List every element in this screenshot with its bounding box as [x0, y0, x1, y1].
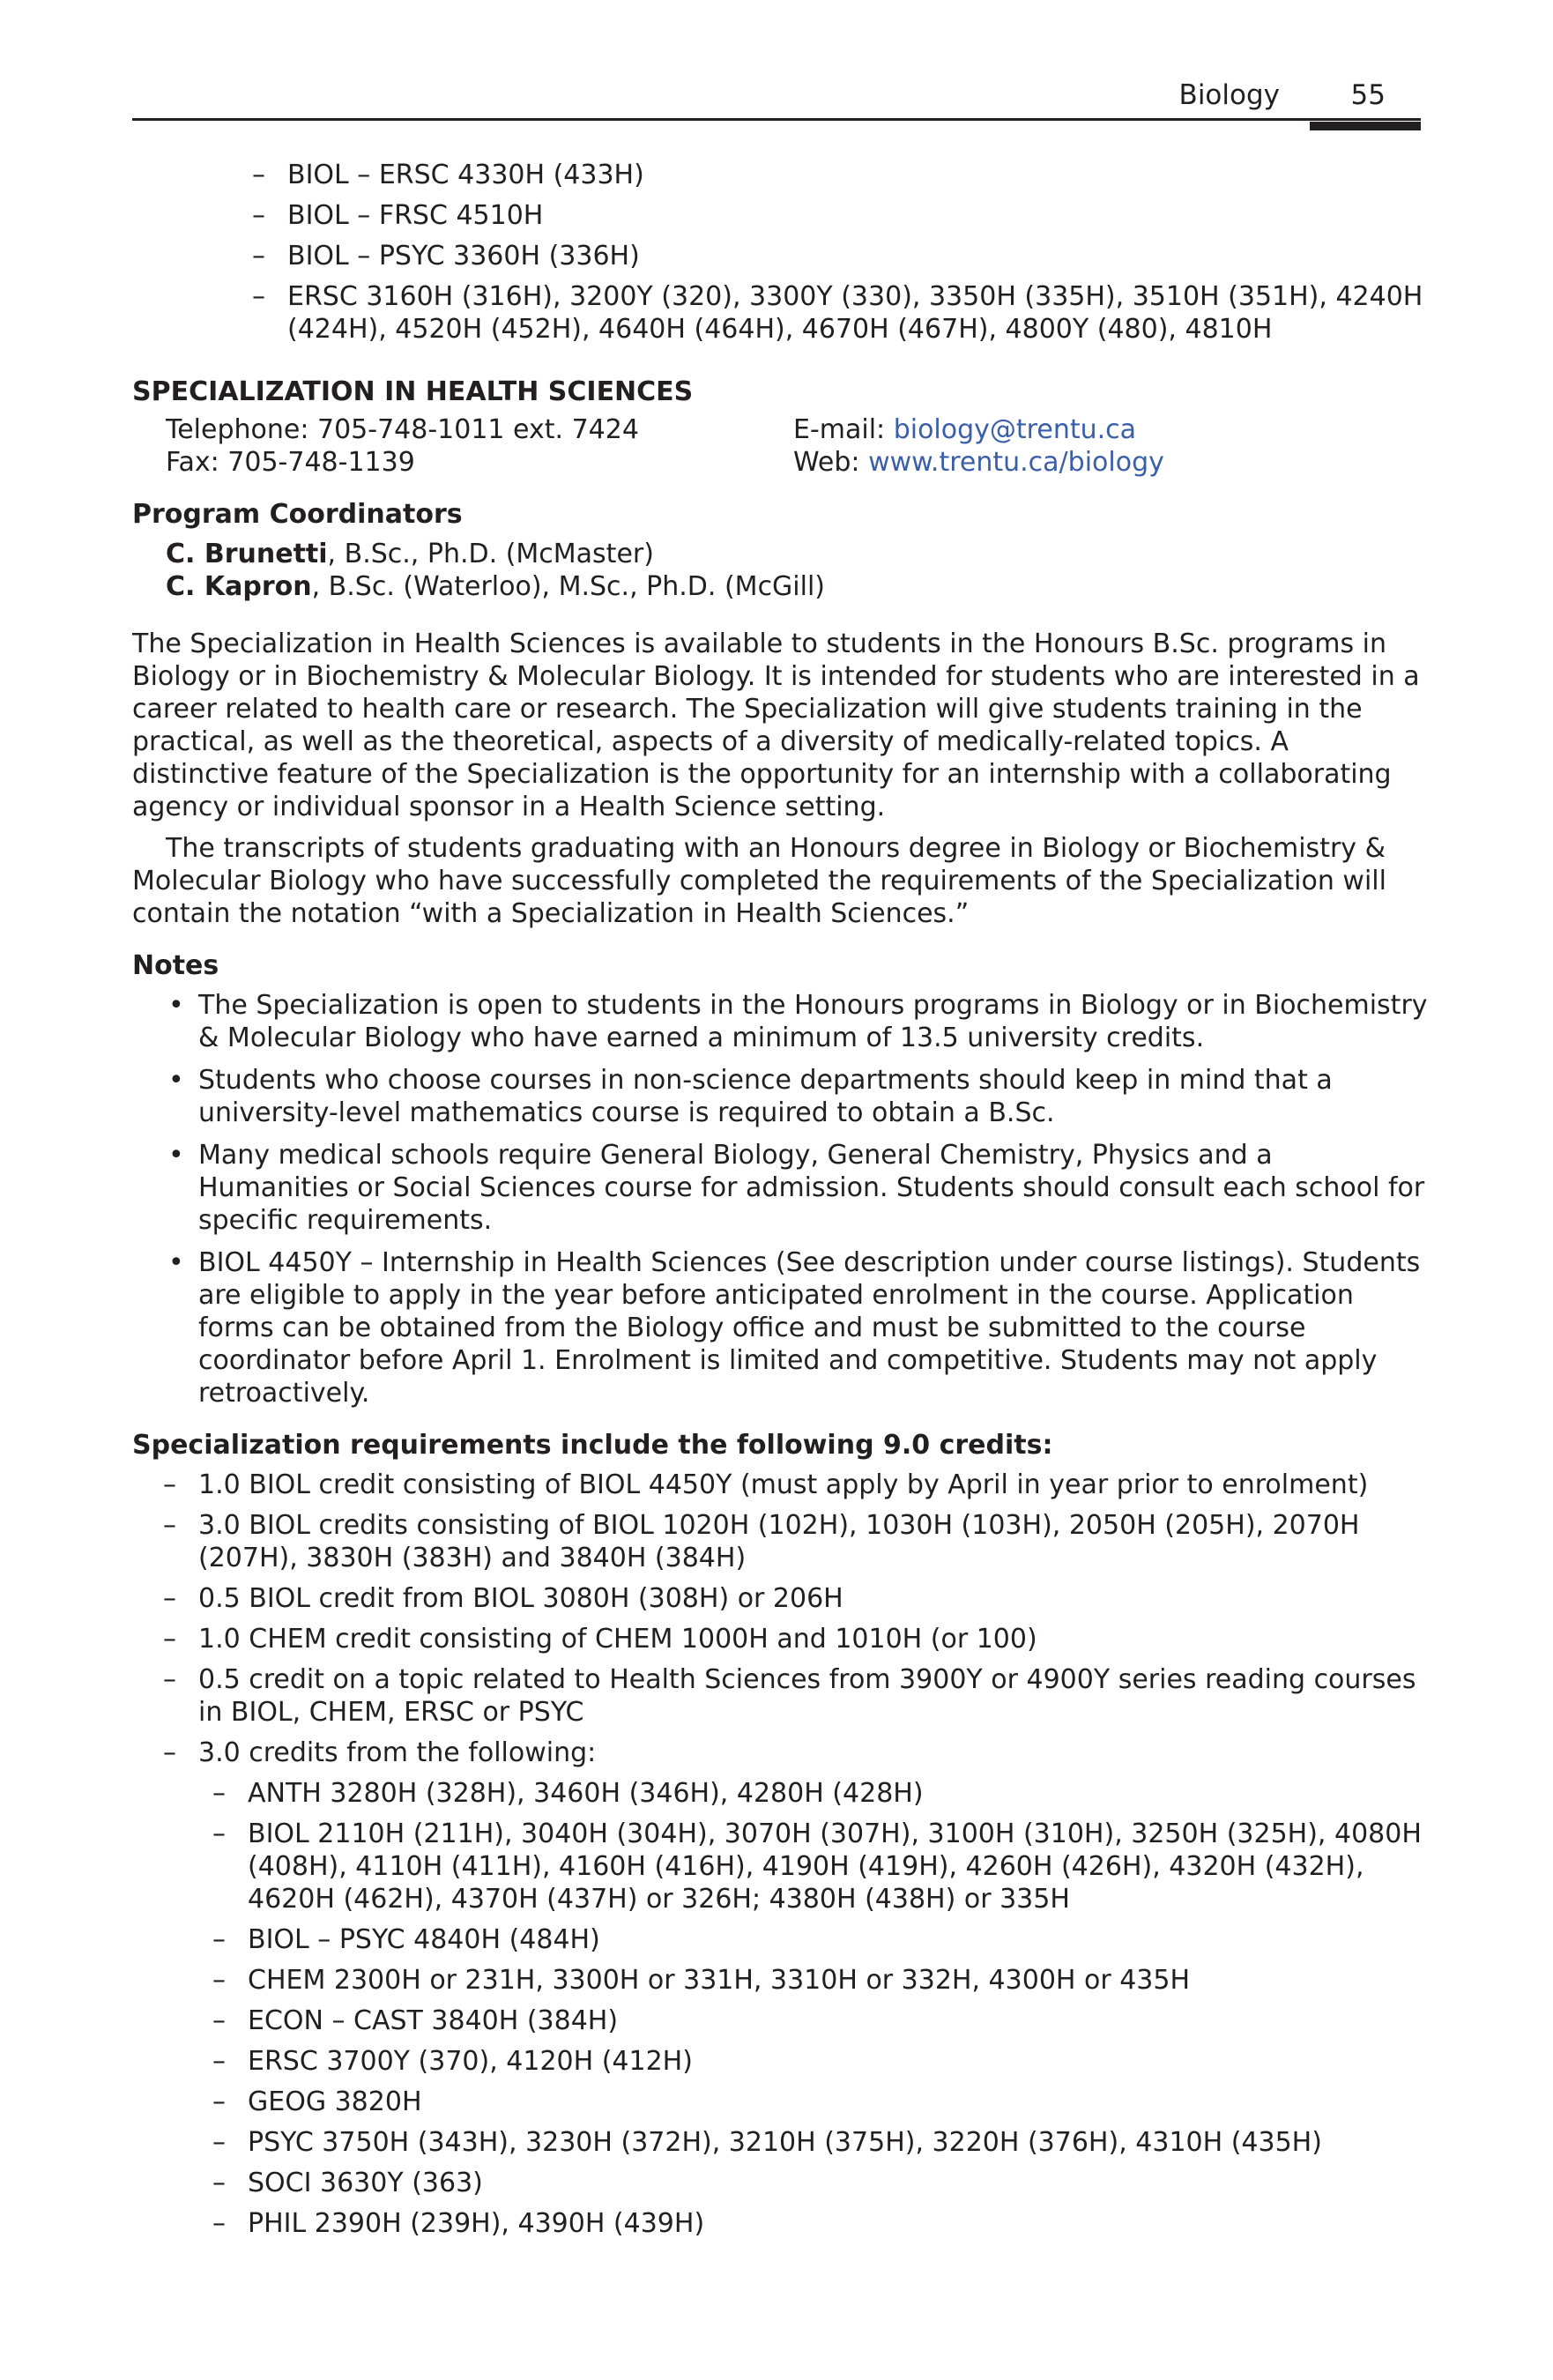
- list-item: – BIOL – FRSC 4510H: [287, 199, 1428, 232]
- list-item: – PSYC 3750H (343H), 3230H (372H), 3210H (375H), 3220H (376H), 4310H (435H): [248, 2126, 1428, 2159]
- web-line: [793, 446, 1428, 479]
- web-label: Web:: [793, 447, 869, 478]
- page-header: [132, 78, 1421, 134]
- header-rule: [132, 118, 1421, 121]
- list-item: – BIOL 2110H (211H), 3040H (304H), 3070H (307H), 3100H (310H), 3250H (325H), 4080H (408H), 4110H (411H), 4160H (416H), 4190H (419H), 4260H (426H), 4320H (432H), 4620H (462H), 4370H (437H) or 326H; 4380H (438H) or 335H: [248, 1818, 1428, 1915]
- paragraph: The Specialization in Health Sciences is available to students in the Honours B.Sc. programs in Biology or in Biochemistry & Molecular Biology. It is intended for students who are interested in a career related to health care or research. The Specialization will give students training in the practical, as well as the theoretical, aspects of a diversity of medically-related topics. A distinctive feature of the Specialization is the opportunity for an internship with a collaborating agency or individual sponsor in a Health Science setting.: [132, 628, 1420, 822]
- email-link[interactable]: biology@trentu.ca: [893, 414, 1137, 445]
- elective-course-list: [248, 1777, 1428, 2240]
- list-item: – 0.5 BIOL credit from BIOL 3080H (308H) or 206H: [198, 1582, 1428, 1615]
- requirements-heading: Specialization requirements include the following 9.0 credits:: [132, 1430, 1053, 1461]
- list-item: – GEOG 3820H: [248, 2086, 1428, 2118]
- coordinators-list: [166, 538, 1428, 603]
- coordinator-name: C. Kapron: [166, 571, 312, 602]
- list-item: – SOCI 3630Y (363): [248, 2167, 1428, 2199]
- email-line: [793, 413, 1428, 446]
- list-item: – BIOL – PSYC 4840H (484H): [248, 1923, 1428, 1956]
- list-item: – ERSC 3160H (316H), 3200Y (320), 3300Y (330), 3350H (335H), 3510H (351H), 4240H (424H), 4520H (452H), 4640H (464H), 4670H (467H), 4800Y (480), 4810H: [287, 280, 1428, 346]
- coordinator-credentials: , B.Sc. (Waterloo), M.Sc., Ph.D. (McGill): [311, 571, 826, 602]
- coordinator: [166, 570, 1428, 603]
- coordinator-name: C. Brunetti: [166, 539, 328, 569]
- list-item: • Many medical schools require General Biology, General Chemistry, Physics and a Humanities or Social Sciences course for admission. Students should consult each school for specific requirements.: [198, 1139, 1428, 1237]
- fax: Fax: 705-748-1139: [166, 447, 415, 478]
- web-link[interactable]: www.trentu.ca/biology: [868, 447, 1164, 478]
- continued-course-list: [287, 159, 1428, 346]
- list-item: – PHIL 2390H (239H), 4390H (439H): [248, 2207, 1428, 2240]
- page-number: 55: [1350, 79, 1386, 111]
- list-item: – 3.0 BIOL credits consisting of BIOL 1020H (102H), 1030H (103H), 2050H (205H), 2070H (207H), 3830H (383H) and 3840H (384H): [198, 1509, 1428, 1574]
- coordinator-credentials: , B.Sc., Ph.D. (McMaster): [327, 539, 654, 569]
- notes-list: [198, 989, 1428, 1409]
- list-item: – 1.0 CHEM credit consisting of CHEM 1000H and 1010H (or 100): [198, 1623, 1428, 1655]
- requirements-list: [198, 1469, 1428, 2240]
- list-item: – CHEM 2300H or 231H, 3300H or 331H, 3310H or 332H, 4300H or 435H: [248, 1964, 1428, 1997]
- list-item: – ECON – CAST 3840H (384H): [248, 2004, 1428, 2037]
- list-item: – 1.0 BIOL credit consisting of BIOL 4450Y (must apply by April in year prior to enrolment): [198, 1469, 1428, 1501]
- list-item: • Students who choose courses in non-science departments should keep in mind that a university-level mathematics course is required to obtain a B.Sc.: [198, 1064, 1428, 1129]
- page-content: [132, 159, 1428, 2248]
- coordinators-heading: Program Coordinators: [132, 499, 463, 530]
- paragraph: The transcripts of students graduating with an Honours degree in Biology or Biochemistry & Molecular Biology who have successfully completed the requirements of the Specialization will contain the notation “with a Specialization in Health Sciences.”: [132, 833, 1386, 929]
- list-item-text: 3.0 credits from the following:: [198, 1737, 597, 1768]
- list-item: – ANTH 3280H (328H), 3460H (346H), 4280H (428H): [248, 1777, 1428, 1810]
- list-item: – 0.5 credit on a topic related to Health Sciences from 3900Y or 4900Y series reading courses in BIOL, CHEM, ERSC or PSYC: [198, 1663, 1428, 1729]
- list-item: • BIOL 4450Y – Internship in Health Sciences (See description under course listings). Students are eligible to apply in the year before anticipated enrolment in the course. Application forms can be obtained from the Biology office and must be submitted to the course coordinator before April 1. Enrolment is limited and competitive. Students may not apply retroactively.: [198, 1246, 1428, 1409]
- header-page-tab: [1310, 122, 1421, 130]
- list-item: – BIOL – PSYC 3360H (336H): [287, 240, 1428, 272]
- list-item: • The Specialization is open to students in the Honours programs in Biology or in Biochemistry & Molecular Biology who have earned a minimum of 13.5 university credits.: [198, 989, 1428, 1054]
- running-title: Biology: [1178, 79, 1280, 111]
- list-item-with-sublist: [198, 1737, 1428, 2240]
- notes-heading: Notes: [132, 950, 219, 981]
- coordinator: [166, 538, 1428, 570]
- contact-info: [166, 413, 1428, 479]
- list-item: – ERSC 3700Y (370), 4120H (412H): [248, 2045, 1428, 2078]
- telephone: Telephone: 705-748-1011 ext. 7424: [166, 414, 639, 445]
- email-label: E-mail:: [793, 414, 894, 445]
- list-item: – BIOL – ERSC 4330H (433H): [287, 159, 1428, 191]
- section-heading: SPECIALIZATION IN HEALTH SCIENCES: [132, 376, 694, 407]
